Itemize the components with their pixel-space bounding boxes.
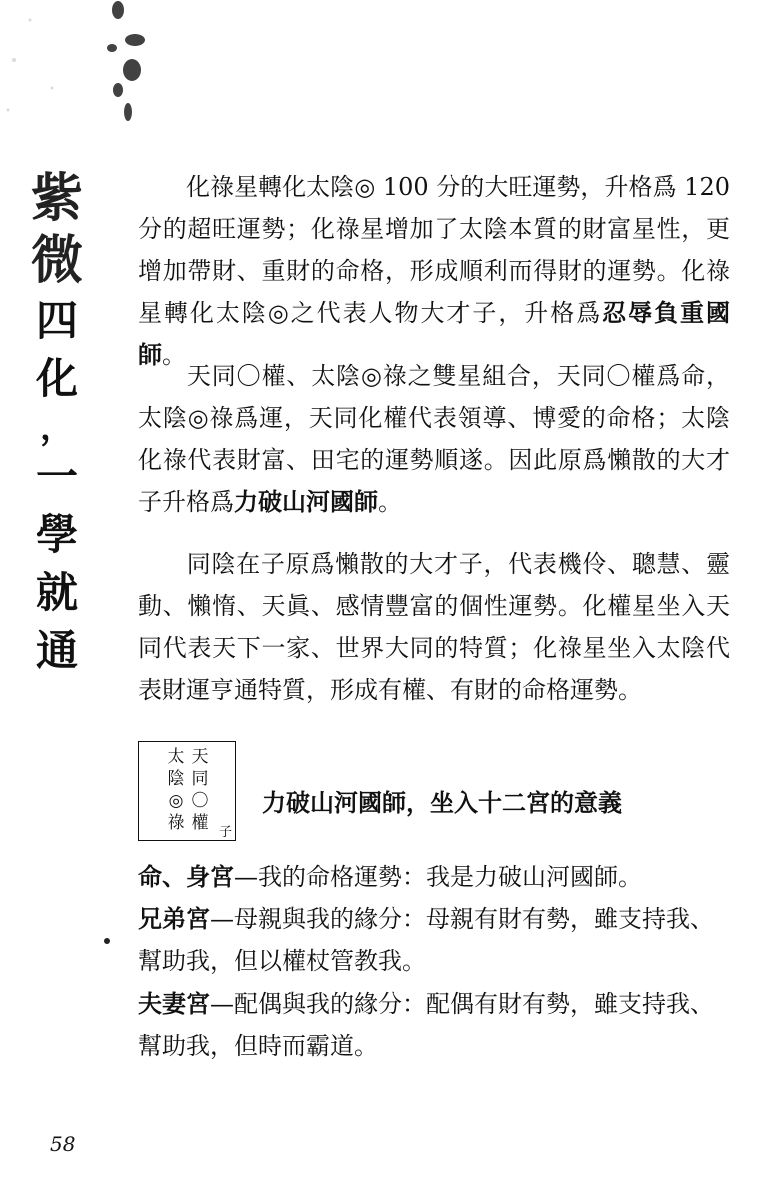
chart-branch-label: 子 [218,825,232,840]
palace-text: —母親與我的緣分：母親有財有勢，雖支持我、幫助我，但以權杖管教我。 [138,905,714,975]
chart-column-tiantong [189,746,211,834]
chart-heading: 力破山河國師，坐入十二宮的意義 [262,788,622,817]
paragraph-text: 。 [378,488,402,516]
chart-char: 權 [191,813,209,833]
chart-char: ◎ [168,791,184,811]
page-number: 58 [50,1132,76,1156]
side-title-char: 化 [35,354,78,403]
chart-char: 祿 [167,813,185,833]
chart-column-taiyin [165,746,187,834]
paragraph-2 [138,355,730,523]
scan-dot-decoration [104,938,110,944]
side-title-char: 通 [35,626,78,675]
book-series-title [22,168,92,680]
palace-entry-spouse [138,983,730,1067]
side-title-char: ， [40,408,74,448]
side-title-char: 微 [30,230,83,291]
chart-char: 同 [191,769,209,789]
chart-char: 太 [167,747,185,767]
chart-char: 天 [191,747,209,767]
paragraph-1 [138,166,730,376]
palace-entry-life [138,856,730,898]
side-title-char: 一 [35,452,78,501]
side-title-char: 紫 [30,168,83,229]
side-title-char: 學 [35,510,78,559]
palace-label: 命、身宮 [138,863,234,891]
scan-smudge-decoration [0,0,160,140]
side-title-char: 四 [35,296,78,345]
palace-chart-box [138,741,236,841]
palace-text: —配偶與我的緣分：配偶有財有勢，雖支持我、幫助我，但時而霸道。 [138,990,714,1060]
paragraph-text: 同陰在子原爲懶散的大才子，代表機伶、聰慧、靈動、懶惰、天眞、感情豐富的個性運勢。化權星坐入天同代表天下一家、世界大同的特質；化祿星坐入太陰代表財運亨通特質，形成有權、有財的命格運勢。 [138,550,730,704]
palace-entry-siblings [138,898,730,982]
paragraph-text: 。 [162,341,186,369]
side-title-char: 就 [35,568,78,617]
bold-term: 忍辱負重國師 [138,298,730,369]
palace-label: 夫妻宮 [138,990,210,1018]
paragraph-text: 天同〇權、太陰◎祿之雙星組合，天同〇權爲命，太陰◎祿爲運，天同化權代表領導、博愛的命格；太陰化祿代表財富、田宅的運勢順遂。因此原爲懶散的大才子升格爲 [138,362,730,516]
bold-term: 力破山河國師 [234,487,378,516]
chart-char: 陰 [167,769,185,789]
palace-label: 兄弟宮 [138,905,210,933]
palace-text: —我的命格運勢：我是力破山河國師。 [234,863,642,891]
chart-char: 〇 [191,791,209,811]
paragraph-3 [138,543,730,711]
paragraph-text: 化祿星轉化太陰◎ 100 分的大旺運勢，升格爲 120 分的超旺運勢；化祿星增加了太陰本質的財富星性，更增加帶財、重財的命格，形成順利而得財的運勢。化祿星轉化太陰◎之代表人物大才子，升格爲 [138,173,730,327]
